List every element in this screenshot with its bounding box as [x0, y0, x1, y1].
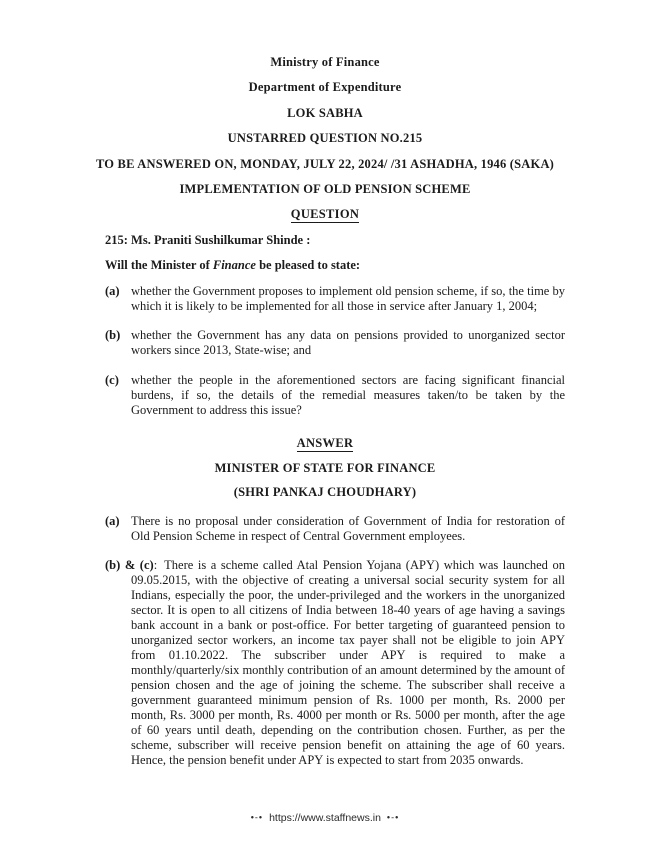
- member-line: 215: Ms. Praniti Sushilkumar Shinde :: [105, 232, 311, 247]
- answer-item-a: [105, 514, 565, 544]
- answer-item-bc-label: (b) & (c): [105, 558, 154, 573]
- answer-item-a-label: (a): [105, 513, 120, 528]
- question-number-line: UNSTARRED QUESTION NO.215: [227, 131, 423, 146]
- answer-item-a-text: There is no proposal under consideration of Government of India for restoration of Old Pension Scheme in respect of Central Government employees.: [131, 513, 565, 543]
- question-item-b-label: (b): [105, 328, 121, 343]
- question-item-b: [105, 328, 565, 358]
- question-item-c: [105, 373, 565, 418]
- lead-in-line: [105, 258, 565, 273]
- document-header: [0, 0, 650, 197]
- question-item-a: [105, 284, 565, 314]
- minister-title: MINISTER OF STATE FOR FINANCE: [214, 460, 436, 475]
- subject-line: IMPLEMENTATION OF OLD PENSION SCHEME: [179, 181, 471, 196]
- question-item-c-label: (c): [105, 372, 119, 387]
- answer-section-heading: [0, 436, 650, 451]
- question-item-c-text: whether the people in the aforementioned sectors are facing significant financial burdens, if so, the details of the remedial measures taken/to be taken by the Government to address this issue?: [131, 372, 565, 417]
- answer-heading-text: ANSWER: [296, 435, 354, 450]
- question-heading-text: QUESTION: [290, 207, 360, 222]
- house-line: LOK SABHA: [287, 105, 363, 120]
- answer-item-bc: [105, 558, 565, 768]
- question-item-a-text: whether the Government proposes to implement old pension scheme, if so, the time by which it is likely to be implemented for all those in service after January 1, 2004;: [131, 283, 565, 313]
- answer-item-bc-separator: :: [153, 558, 158, 573]
- question-item-a-label: (a): [105, 283, 120, 298]
- lead-in-suffix: be pleased to state:: [255, 258, 361, 273]
- page-footer: [0, 812, 650, 824]
- minister-name: (SHRI PANKAJ CHOUDHARY): [233, 484, 417, 499]
- department-line: Department of Expenditure: [248, 80, 402, 95]
- lead-in-prefix: Will the Minister of: [105, 258, 213, 273]
- question-item-b-text: whether the Government has any data on pensions provided to unorganized sector workers since 2013, State-wise; and: [131, 328, 565, 358]
- ministry-line: Ministry of Finance: [270, 55, 380, 69]
- minister-block: [0, 461, 650, 500]
- footer-right-ornament: •-•: [386, 812, 400, 823]
- lead-in-emphasis: Finance: [212, 258, 256, 273]
- question-section: [105, 233, 565, 418]
- question-section-heading: [0, 207, 650, 222]
- answer-date-line: TO BE ANSWERED ON, MONDAY, JULY 22, 2024/ /31 ASHADHA, 1946 (SAKA): [95, 156, 555, 171]
- answer-section: [105, 514, 565, 769]
- footer-url[interactable]: https://www.staffnews.in: [269, 812, 381, 824]
- footer-left-ornament: •-•: [250, 812, 264, 823]
- answer-item-bc-text: There is a scheme called Atal Pension Yojana (APY) which was launched on 09.05.2015, with the objective of creating a universal social security system for all Indians, especially the poor, the under-privileged and the workers in the unorganized sector. It is open to all citizens of India between 18-40 years of age having a savings bank account in a bank or post-office. For better targeting of guaranteed pension to unorganized sector workers, an income tax payer shall not be eligible to join APY from 01.10.2022. The subscriber under APY is required to make a monthly/quarterly/six monthly contribution of an amount determined by the amount of pension chosen and the age of joining the scheme. The subscriber shall receive a government guaranteed minimum pension of Rs. 1000 per month, Rs. 2000 per month, Rs. 3000 per month, Rs. 4000 per month or Rs. 5000 per month, after the age of 60 years until death, depending on the contribution chosen. Further, as per the scheme, subscriber will receive pension benefit on attaining the age of 60 years. Hence, the pension benefit under APY is expected to start from 2035 onwards.: [131, 558, 565, 768]
